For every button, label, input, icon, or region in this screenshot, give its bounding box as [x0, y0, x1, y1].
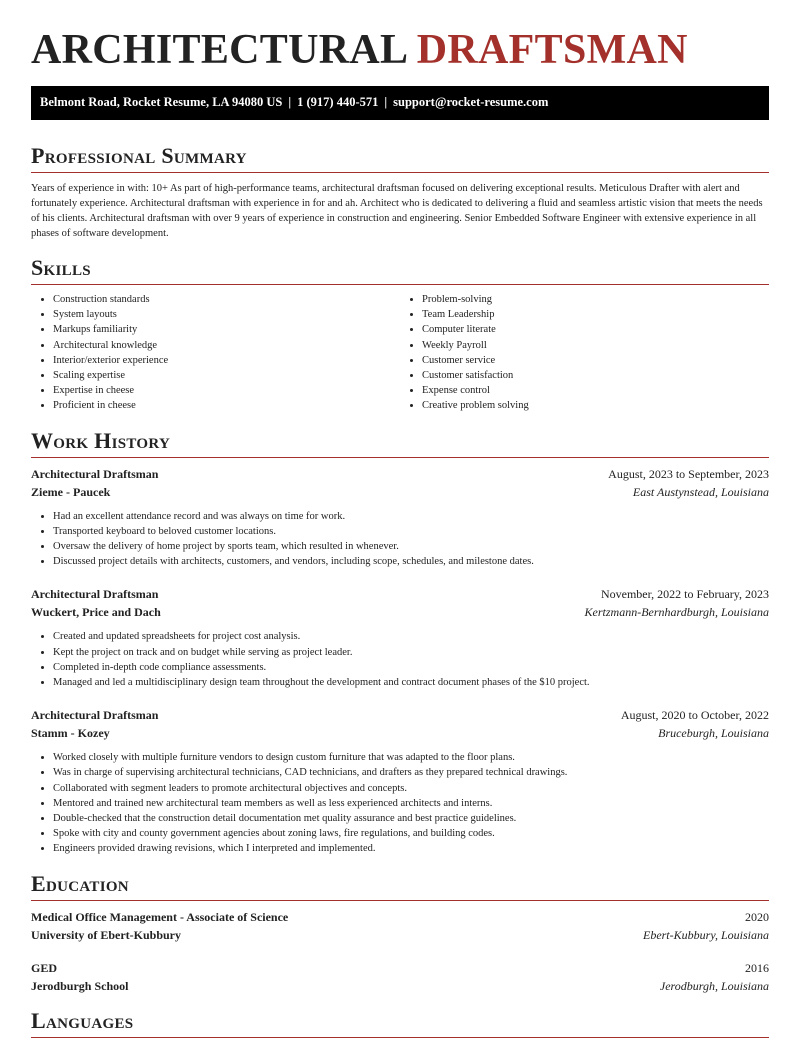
- summary-title: Professional Summary: [31, 143, 769, 173]
- contact-bar: [31, 86, 769, 120]
- work-history-section: [31, 428, 769, 857]
- skill-item: • Team Leadership: [422, 307, 769, 322]
- job-subheader: [31, 726, 769, 741]
- skill-item: • Problem-solving: [422, 292, 769, 307]
- education-subheader: [31, 928, 769, 943]
- skill-item: • Interior/exterior experience: [53, 353, 400, 368]
- skill-item: • Proficient in cheese: [53, 398, 400, 413]
- skill-item: • Weekly Payroll: [422, 338, 769, 353]
- education-section: [31, 871, 769, 994]
- job-location: Kertzmann-Bernhardburgh, Louisiana: [584, 605, 769, 620]
- job-bullets: [31, 629, 769, 690]
- job-location: Bruceburgh, Louisiana: [658, 726, 769, 741]
- job-entry: [31, 587, 769, 690]
- job-company: Wuckert, Price and Dach: [31, 605, 161, 620]
- job-bullet: • Mentored and trained new architectural team members as well as less experienced architects and interns.: [53, 796, 769, 811]
- skill-item: • Customer satisfaction: [422, 368, 769, 383]
- name-first: ARCHITECTURAL: [31, 27, 406, 73]
- skills-title: Skills: [31, 255, 769, 285]
- job-subheader: [31, 605, 769, 620]
- job-dates: November, 2022 to February, 2023: [600, 587, 769, 602]
- skill-item: • Computer literate: [422, 322, 769, 337]
- job-bullet: • Worked closely with multiple furniture vendors to design custom furniture that was adapted to the floor plans.: [53, 750, 769, 765]
- skill-item: • Customer service: [422, 353, 769, 368]
- skill-item: • Construction standards: [53, 292, 400, 307]
- job-bullet: • Completed in-depth code compliance assessments.: [53, 660, 769, 675]
- skill-item: • Scaling expertise: [53, 368, 400, 383]
- job-bullets: [31, 509, 769, 570]
- job-bullet: • Oversaw the delivery of home project by sports team, which resulted in whenever.: [53, 539, 769, 554]
- job-location: East Austynstead, Louisiana: [632, 484, 769, 499]
- contact-separator: |: [288, 95, 292, 109]
- name-last: DRAFTSMAN: [416, 27, 688, 73]
- job-bullet: • Created and updated spreadsheets for project cost analysis.: [53, 629, 769, 644]
- contact-address: Belmont Road, Rocket Resume, LA 94080 US: [40, 95, 283, 109]
- education-year: 2020: [745, 909, 769, 924]
- education-entry: [31, 910, 769, 943]
- skill-item: • Markups familiarity: [53, 322, 400, 337]
- skill-item: • Expertise in cheese: [53, 383, 400, 398]
- job-entry: [31, 467, 769, 570]
- skills-section: [31, 255, 769, 414]
- job-company: Stamm - Kozey: [31, 726, 110, 741]
- job-bullet: • Had an excellent attendance record and was always on time for work.: [53, 509, 769, 524]
- job-bullet: • Double-checked that the construction detail documentation met quality assurance and best practice guidelines.: [53, 811, 769, 826]
- education-location: Jerodburgh, Louisiana: [659, 978, 769, 993]
- contact-email: support@rocket-resume.com: [393, 95, 549, 109]
- job-header: [31, 708, 769, 723]
- job-bullet: • Engineers provided drawing revisions, which I interpreted and implemented.: [53, 841, 769, 856]
- education-entry: [31, 961, 769, 994]
- job-header: [31, 467, 769, 482]
- education-year: 2016: [745, 960, 769, 975]
- work-history-title: Work History: [31, 428, 769, 458]
- education-school: University of Ebert-Kubbury: [31, 927, 181, 942]
- job-subheader: [31, 485, 769, 500]
- summary-text: Years of experience in with: 10+ As part of high-performance teams, architectural draftsman focused on delivering exceptional results. Meticulous Drafter with alert and fortunately experience. Architectural draftsman with experience in for and ah. Architect who is dedicated to delivering a fluid and seamless artistic vision that meets the needs of his clients. Architectural draftsman with over 9 years of experience in construction and engineering. Senior Embedded Software Engineer with extensive experience in all phases of software development.: [31, 183, 763, 239]
- job-dates: August, 2023 to September, 2023: [608, 466, 769, 481]
- job-bullets: [31, 750, 769, 856]
- job-bullet: • Discussed project details with architects, customers, and vendors, including scope, schedules, and milestone dates.: [53, 554, 769, 569]
- job-bullet: • Kept the project on track and on budget while serving as project leader.: [53, 645, 769, 660]
- job-title: Architectural Draftsman: [31, 708, 159, 723]
- education-degree: Medical Office Management - Associate of Science: [31, 909, 289, 924]
- education-degree: GED: [31, 960, 58, 975]
- job-entry: [31, 708, 769, 856]
- education-header: [31, 910, 769, 925]
- skills-list-left: [31, 292, 400, 414]
- skills-columns: [31, 292, 769, 414]
- job-bullet: • Managed and led a multidisciplinary design team throughout the development and contract document phases of the $10 project.: [53, 675, 769, 690]
- skill-item: • Expense control: [422, 383, 769, 398]
- job-title: Architectural Draftsman: [31, 587, 159, 602]
- summary-section: [31, 143, 769, 241]
- education-school: Jerodburgh School: [31, 978, 129, 993]
- job-header: [31, 587, 769, 602]
- skills-list-right: [400, 292, 769, 414]
- contact-separator: |: [384, 95, 388, 109]
- education-subheader: [31, 979, 769, 994]
- job-company: Zieme - Paucek: [31, 484, 111, 499]
- job-title: Architectural Draftsman: [31, 466, 159, 481]
- skill-item: • System layouts: [53, 307, 400, 322]
- languages-title: Languages: [31, 1008, 769, 1038]
- job-bullet: • Spoke with city and county government agencies about zoning laws, fire regulations, and building codes.: [53, 826, 769, 841]
- contact-phone: 1 (917) 440-571: [297, 95, 379, 109]
- education-location: Ebert-Kubbury, Louisiana: [642, 927, 769, 942]
- languages-section: [31, 1008, 769, 1038]
- skill-item: • Architectural knowledge: [53, 338, 400, 353]
- skill-item: • Creative problem solving: [422, 398, 769, 413]
- job-bullet: • Was in charge of supervising architectural technicians, CAD technicians, and drafters as they prepared technical drawings.: [53, 765, 769, 780]
- job-bullet: • Transported keyboard to beloved customer locations.: [53, 524, 769, 539]
- candidate-name: [31, 0, 769, 84]
- education-header: [31, 961, 769, 976]
- education-title: Education: [31, 871, 769, 901]
- job-dates: August, 2020 to October, 2022: [620, 708, 769, 723]
- job-bullet: • Collaborated with segment leaders to promote architectural objectives and concepts.: [53, 781, 769, 796]
